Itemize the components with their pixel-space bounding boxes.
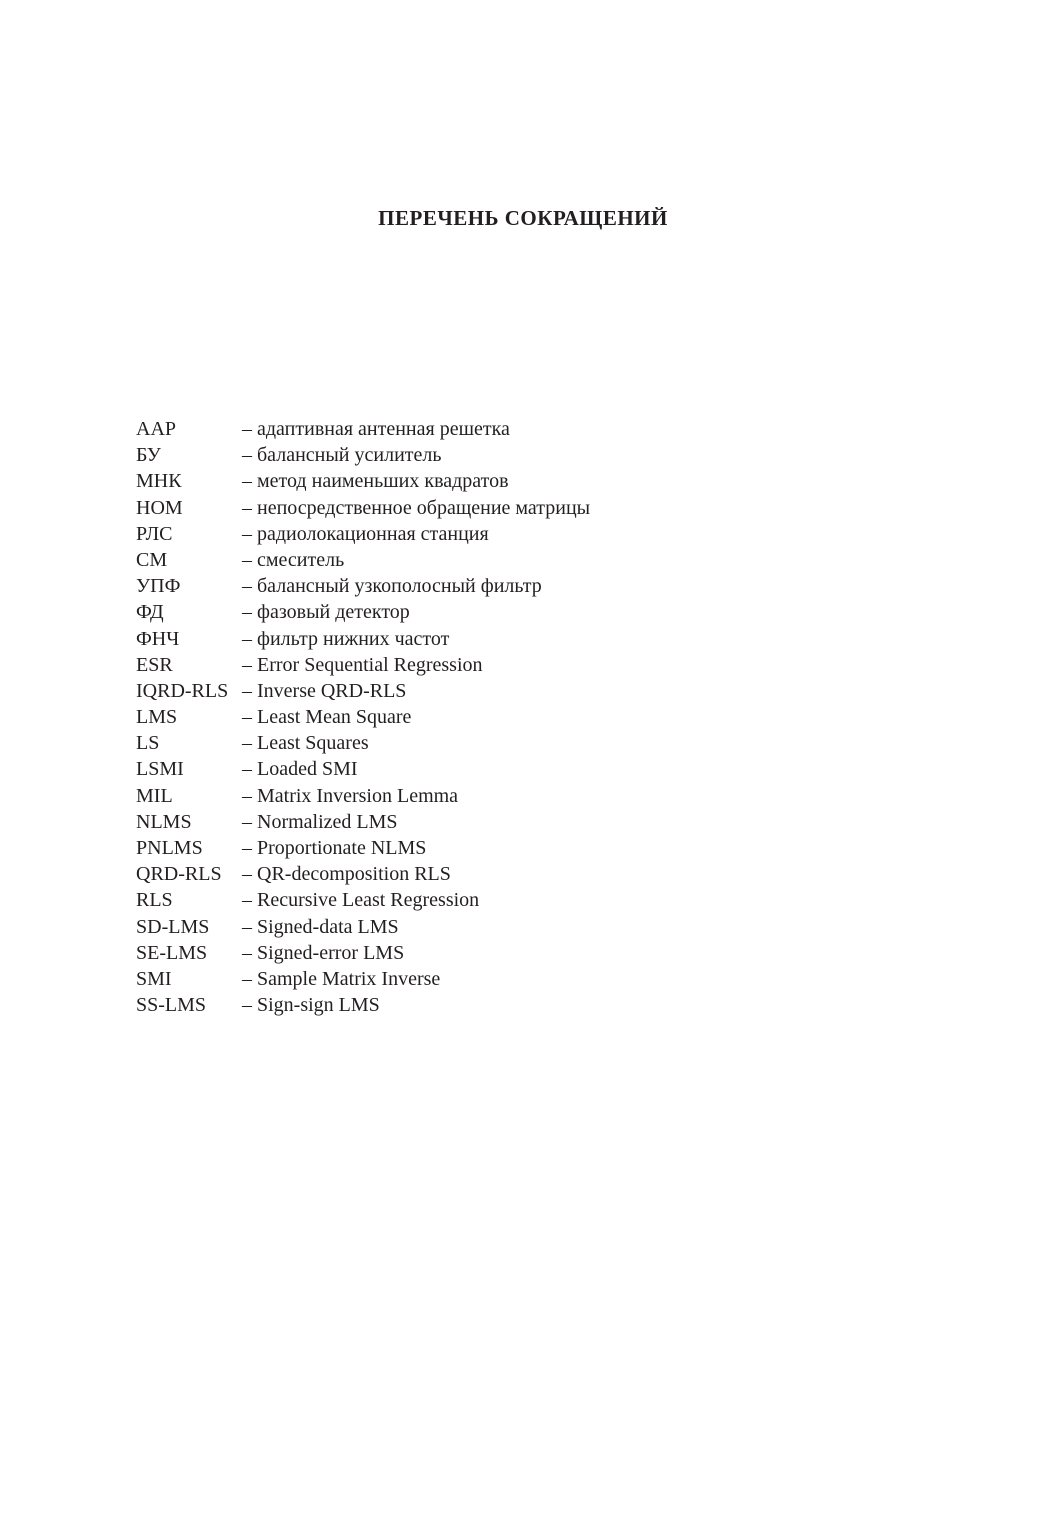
abbreviation-definition: – непосредственное обращение матрицы <box>242 496 591 519</box>
list-item <box>136 547 590 573</box>
list-item <box>136 573 590 599</box>
abbreviation-definition: – фильтр нижних частот <box>242 627 450 650</box>
list-item <box>136 783 590 809</box>
abbreviation-term: PNLMS <box>136 837 203 859</box>
abbreviation-term: RLS <box>136 889 173 912</box>
abbreviation-definition: – метод наименьших квадратов <box>242 470 509 493</box>
abbreviation-term: УПФ <box>136 575 181 598</box>
abbreviation-term: LSMI <box>136 758 184 781</box>
abbreviation-term: QRD-RLS <box>136 863 222 886</box>
abbreviation-term: LMS <box>136 706 178 729</box>
abbreviation-definition: – Least Mean Square <box>242 706 412 729</box>
abbreviation-definition: – смеситель <box>242 548 345 571</box>
list-item <box>136 756 590 782</box>
list-item <box>136 678 590 704</box>
list-item <box>136 468 590 494</box>
list-item <box>136 495 590 521</box>
abbreviation-definition: – радиолокационная станция <box>242 522 489 545</box>
list-item <box>136 887 590 913</box>
list-item <box>136 966 590 992</box>
abbreviation-definition: – Matrix Inversion Lemma <box>242 784 459 807</box>
list-item <box>136 599 590 625</box>
abbreviation-term: IQRD-RLS <box>136 679 229 702</box>
list-item <box>136 992 590 1018</box>
abbreviation-definition: – Sample Matrix Inverse <box>242 967 441 990</box>
list-item <box>136 442 590 468</box>
list-item <box>136 626 590 652</box>
abbreviation-term: SE-LMS <box>136 941 208 964</box>
abbreviation-term: MIL <box>136 784 173 807</box>
list-item <box>136 416 590 442</box>
list-item <box>136 809 590 835</box>
page-title: ПЕРЕЧЕНЬ СОКРАЩЕНИЙ <box>378 206 668 230</box>
list-item <box>136 940 590 966</box>
abbreviation-definition: – Least Squares <box>242 732 369 755</box>
abbreviation-term: SMI <box>136 967 172 990</box>
abbreviation-term: LS <box>136 732 160 755</box>
abbreviation-term: РЛС <box>136 522 173 545</box>
abbreviation-definition: – балансный узкополосный фильтр <box>242 575 542 598</box>
abbreviation-definition: – Inverse QRD-RLS <box>242 679 407 702</box>
list-item <box>136 521 590 547</box>
list-item <box>136 652 590 678</box>
abbreviation-definition: – Recursive Least Regression <box>242 889 480 912</box>
abbreviation-definition: – Sign-sign LMS <box>242 994 380 1017</box>
list-item <box>136 861 590 887</box>
abbreviation-term: SS-LMS <box>136 994 207 1017</box>
abbreviation-definition: – адаптивная антенная решетка <box>242 418 510 440</box>
abbreviation-definition: – Error Sequential Regression <box>242 653 483 676</box>
abbreviation-definition: – фазовый детектор <box>242 601 410 624</box>
list-item <box>136 914 590 940</box>
abbreviation-definition: – QR-decomposition RLS <box>242 863 451 886</box>
abbreviation-term: ФД <box>136 601 164 624</box>
list-item <box>136 730 590 756</box>
list-item <box>136 704 590 730</box>
abbreviation-definition: – Proportionate NLMS <box>242 837 427 859</box>
abbreviation-term: ESR <box>136 653 173 676</box>
list-item <box>136 835 590 861</box>
abbreviation-definition: – балансный усилитель <box>242 444 442 467</box>
abbreviation-term: NLMS <box>136 810 192 833</box>
abbreviation-term: НОМ <box>136 496 183 519</box>
abbreviation-term: SD-LMS <box>136 915 210 938</box>
abbreviation-definition: – Signed-data LMS <box>242 915 399 938</box>
abbreviation-term: СМ <box>136 548 168 571</box>
abbreviation-definition: – Normalized LMS <box>242 810 398 833</box>
abbreviation-definition: – Signed-error LMS <box>242 941 405 964</box>
abbreviation-term: ААР <box>136 418 177 440</box>
abbreviation-definition: – Loaded SMI <box>242 758 358 781</box>
abbreviation-term: ФНЧ <box>136 627 180 650</box>
abbreviation-term: МНК <box>136 470 182 493</box>
abbreviation-term: БУ <box>136 444 161 467</box>
abbreviation-list <box>136 416 590 1018</box>
